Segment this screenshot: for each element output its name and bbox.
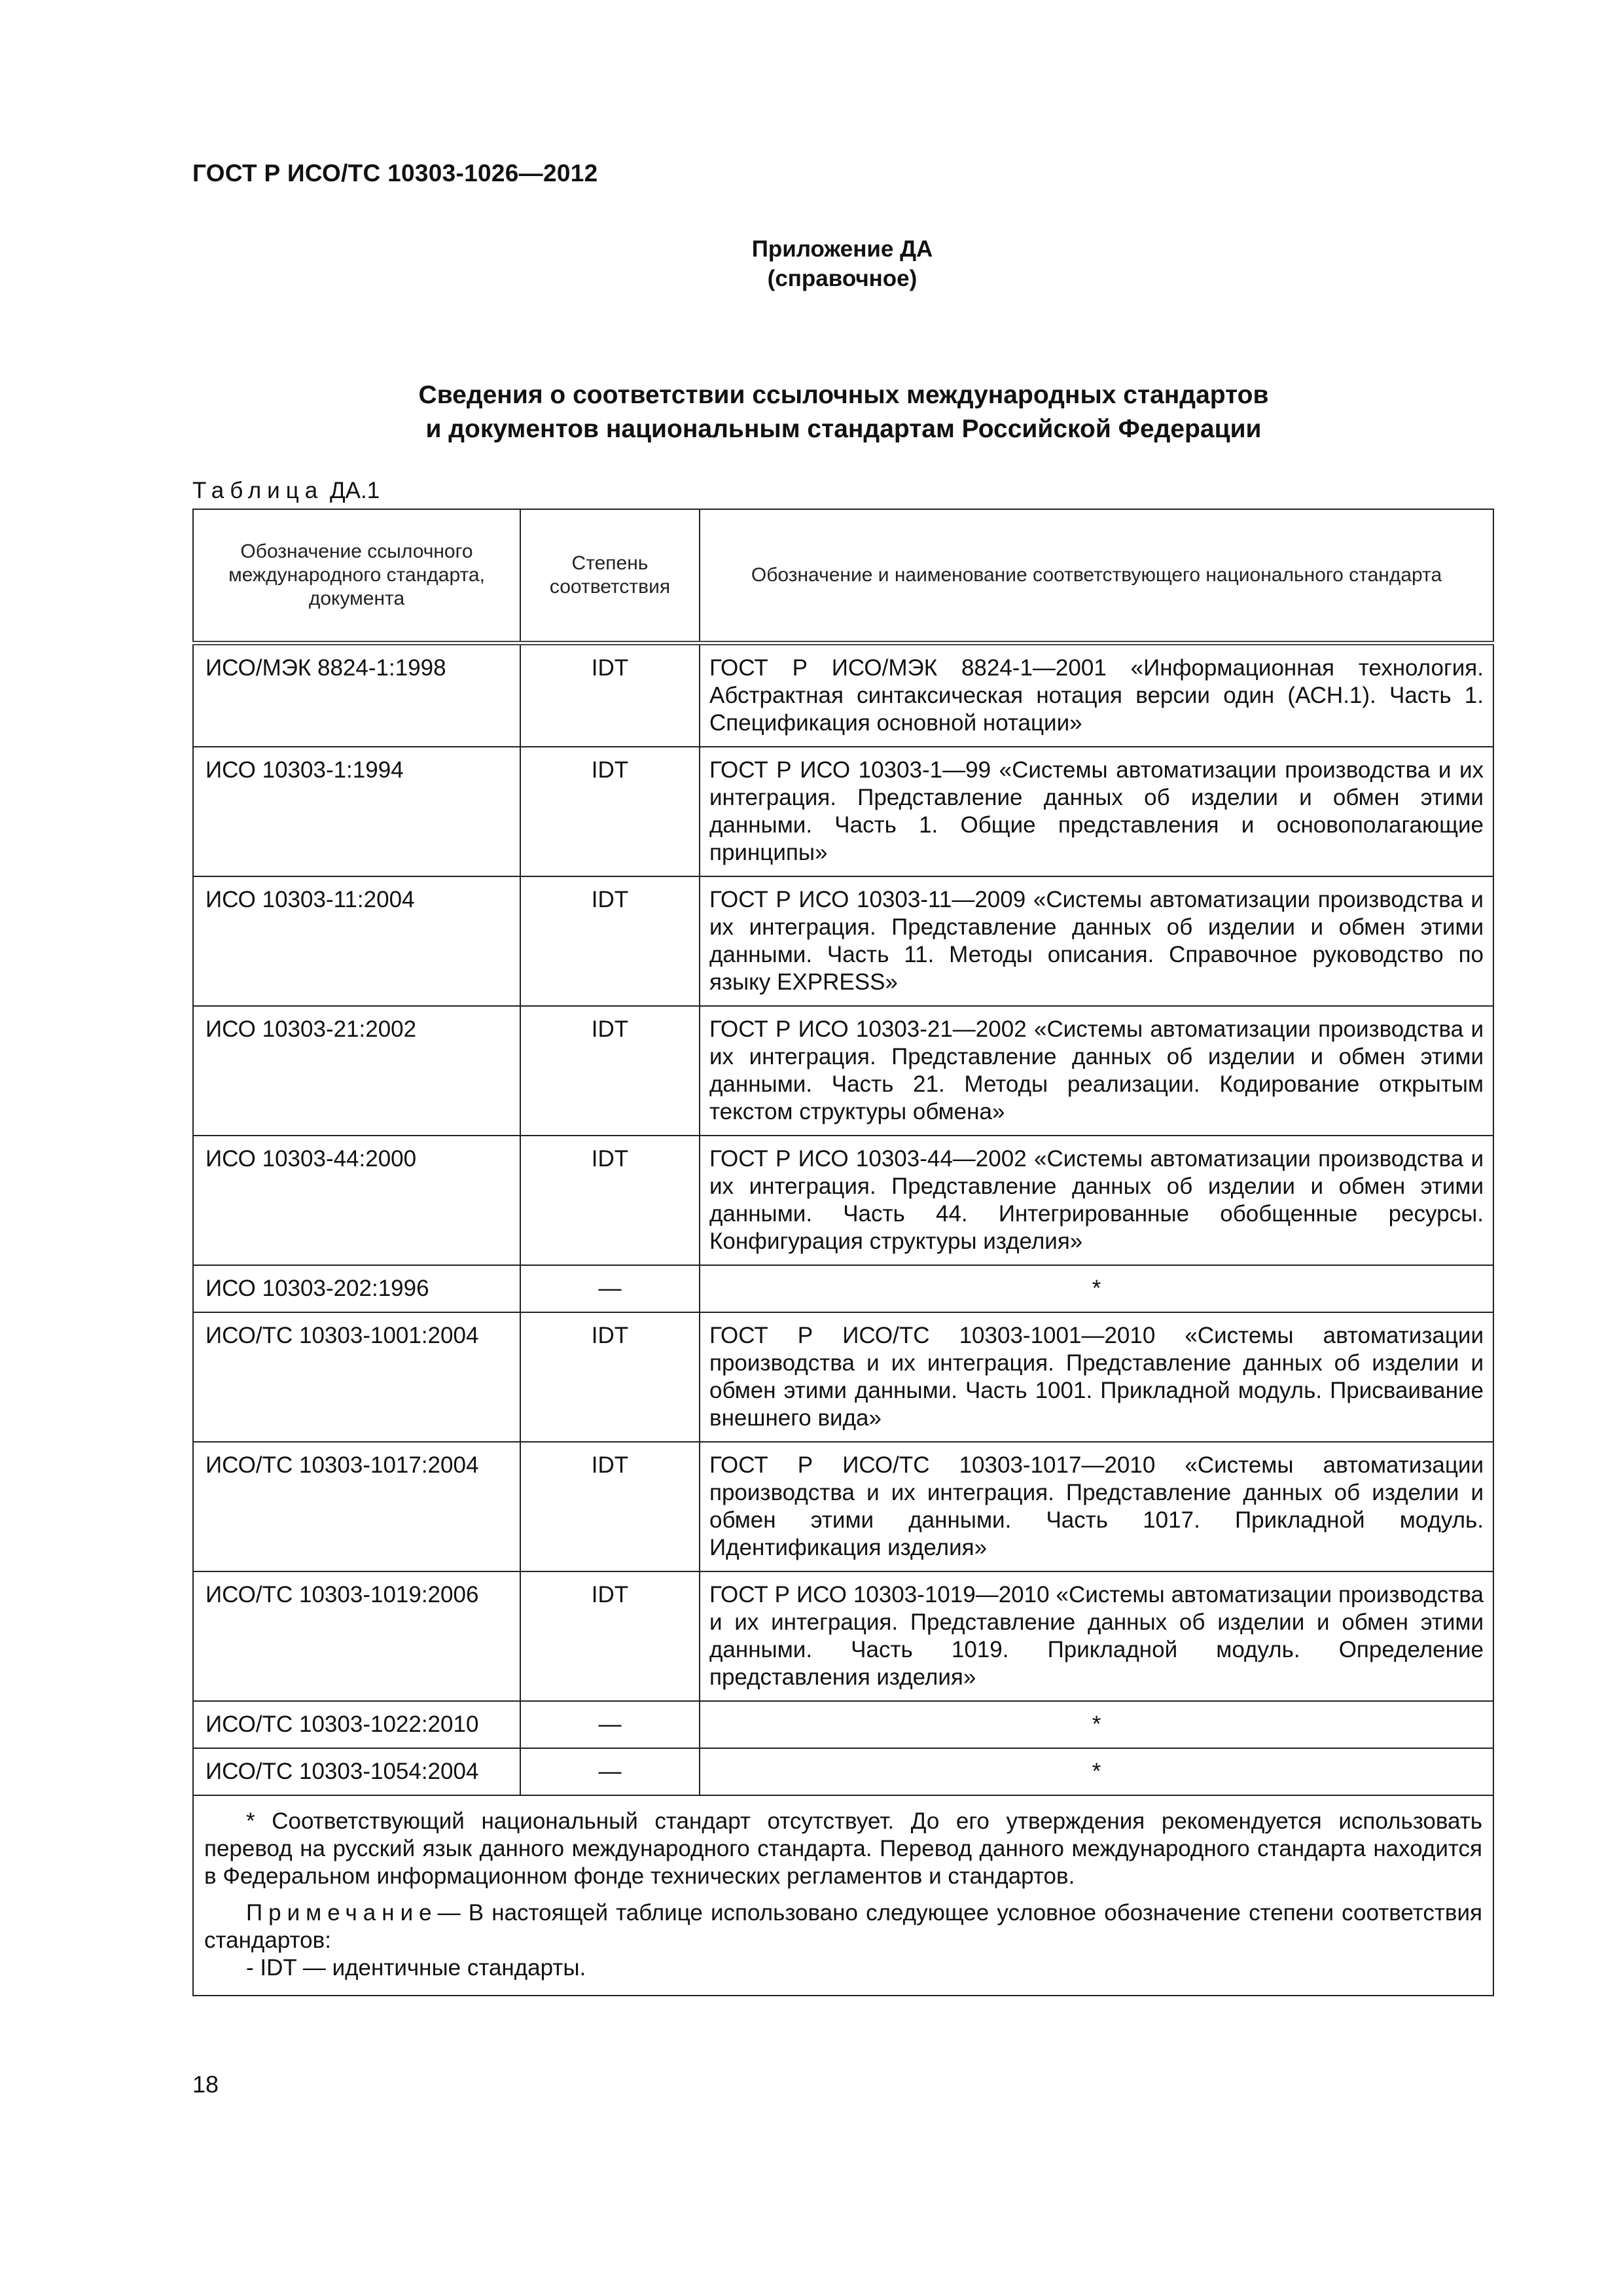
table-row [193, 1006, 1493, 1136]
table-row [193, 1136, 1493, 1265]
reference-standard-cell [193, 643, 520, 747]
reference-standard-cell-text: ИСО/ТС 10303-1022:2010 [205, 1712, 479, 1737]
degree-cell [520, 747, 700, 876]
table-row [193, 1312, 1493, 1442]
national-standard-cell-text: ГОСТ Р ИСО/МЭК 8824-1—2001 «Информационная технология. Абстрактная синтаксическая нотация версии один (АСН.1). Часть 1. Спецификация основной нотации» [709, 655, 1484, 736]
reference-standard-cell-text: ИСО/МЭК 8824-1:1998 [205, 655, 446, 681]
table-row [193, 876, 1493, 1006]
header-reference-standard: Обозначение ссылочного международного стандарта, документа [193, 509, 520, 643]
reference-standard-cell-text: ИСО/ТС 10303-1054:2004 [205, 1759, 479, 1784]
table-notes-row [193, 1795, 1493, 1996]
note-label: Примечание [246, 1900, 438, 1926]
reference-standard-cell-text: ИСО/ТС 10303-1019:2006 [205, 1582, 479, 1607]
reference-standard-cell [193, 747, 520, 876]
degree-cell [520, 1136, 700, 1265]
table-row [193, 1748, 1493, 1795]
reference-standard-cell [193, 1136, 520, 1265]
degree-cell [520, 1442, 700, 1571]
national-standard-cell-text: ГОСТ Р ИСО/ТС 10303-1017—2010 «Системы автоматизации производства и их интеграция. Представление данных об изделии и обмен этими данными. Часть 1017. Прикладной модуль. Идентификация изделия» [709, 1452, 1484, 1560]
reference-standard-cell [193, 1701, 520, 1748]
national-standard-cell-text: ГОСТ Р ИСО 10303-21—2002 «Системы автоматизации производства и их интеграция. Представление данных об изделии и обмен этими данными. Часть 21. Методы реализации. Кодирование открытым текстом структуры обмена» [709, 1016, 1484, 1124]
reference-standard-cell [193, 1265, 520, 1312]
table-notes [193, 1795, 1493, 1996]
reference-standard-cell [193, 1312, 520, 1442]
table-caption-number: ДА.1 [329, 478, 380, 503]
national-standard-cell [700, 876, 1493, 1006]
document-code: ГОСТ Р ИСО/ТС 10303-1026—2012 [192, 160, 598, 187]
reference-standard-cell-text: ИСО 10303-1:1994 [205, 757, 404, 783]
national-standard-cell [700, 1442, 1493, 1571]
table-row [193, 1265, 1493, 1312]
degree-cell-text: — [598, 1712, 622, 1737]
degree-cell [520, 1265, 700, 1312]
national-standard-cell-text: ГОСТ Р ИСО/ТС 10303-1001—2010 «Системы автоматизации производства и их интеграция. Представление данных об изделии и обмен этими данными. Часть 1001. Прикладной модуль. Присваивание внешнего вида» [709, 1323, 1484, 1431]
degree-cell-text: IDT [591, 757, 629, 783]
national-standard-cell [700, 747, 1493, 876]
table-row [193, 643, 1493, 747]
note-text: — В настоящей таблице использовано следующее условное обозначение степени соответствия стандартов: [204, 1900, 1482, 1953]
annex-title: Приложение ДА [751, 236, 933, 262]
reference-standard-cell-text: ИСО/ТС 10303-1001:2004 [205, 1323, 479, 1348]
header-degree: Степень соответствия [520, 509, 700, 643]
reference-standard-cell [193, 1748, 520, 1795]
degree-cell [520, 876, 700, 1006]
degree-cell-text: IDT [591, 1452, 629, 1478]
national-standard-cell [700, 1006, 1493, 1136]
degree-cell-text: IDT [591, 1582, 629, 1607]
reference-standard-cell-text: ИСО 10303-202:1996 [205, 1276, 429, 1301]
degree-cell [520, 643, 700, 747]
section-title-line-1: Сведения о соответствии ссылочных международных стандартов [418, 381, 1269, 409]
degree-cell [520, 1006, 700, 1136]
table-header-row [193, 509, 1493, 643]
degree-cell-text: IDT [591, 1323, 629, 1348]
page-number: 18 [192, 2071, 219, 2098]
national-standard-cell-text: ГОСТ Р ИСО 10303-1019—2010 «Системы автоматизации производства и их интеграция. Представление данных об изделии и обмен этими данными. Часть 1019. Прикладной модуль. Определение представления изделия» [709, 1582, 1484, 1690]
degree-cell-text: IDT [591, 887, 629, 912]
header-national-standard: Обозначение и наименование соответствующего национального стандарта [700, 509, 1493, 643]
national-standard-cell [700, 1312, 1493, 1442]
section-title [192, 378, 1495, 446]
national-standard-cell-text: * [1092, 1759, 1101, 1784]
degree-cell [520, 1701, 700, 1748]
reference-standard-cell-text: ИСО/ТС 10303-1017:2004 [205, 1452, 479, 1478]
table-caption [192, 478, 380, 504]
degree-cell-text: IDT [591, 1146, 629, 1172]
reference-standard-cell [193, 876, 520, 1006]
note-list-item: - IDT — идентичные стандарты. [246, 1955, 586, 1981]
table-caption-word: Таблица [192, 478, 324, 503]
reference-standard-cell-text: ИСО 10303-21:2002 [205, 1016, 417, 1042]
degree-cell-text: — [598, 1276, 622, 1301]
table-row [193, 1442, 1493, 1571]
reference-standard-cell [193, 1571, 520, 1701]
correspondence-table [192, 509, 1493, 1996]
table-row [193, 1571, 1493, 1701]
footnote-text: * Соответствующий национальный стандарт отсутствует. До его утверждения рекомендуется использовать перевод на русский язык данного международного стандарта. Перевод данного международного стандарта находится в Федеральном информационном фонде технических регламентов и стандартов. [204, 1808, 1482, 1889]
national-standard-cell [700, 1571, 1493, 1701]
degree-cell [520, 1312, 700, 1442]
national-standard-cell [700, 1748, 1493, 1795]
national-standard-cell-text: * [1092, 1276, 1101, 1301]
national-standard-cell [700, 1136, 1493, 1265]
degree-cell-text: IDT [591, 1016, 629, 1042]
national-standard-cell [700, 643, 1493, 747]
degree-cell [520, 1748, 700, 1795]
table-row [193, 1701, 1493, 1748]
national-standard-cell [700, 1701, 1493, 1748]
section-title-line-2: и документов национальным стандартам Российской Федерации [425, 415, 1262, 443]
degree-cell-text: — [598, 1759, 622, 1784]
national-standard-cell-text: ГОСТ Р ИСО 10303-11—2009 «Системы автоматизации производства и их интеграция. Представление данных об изделии и обмен этими данными. Часть 11. Методы описания. Справочное руководство по языку EXPRESS» [709, 887, 1484, 995]
table-row [193, 747, 1493, 876]
note-paragraph [204, 1899, 1482, 1954]
national-standard-cell [700, 1265, 1493, 1312]
national-standard-cell-text: ГОСТ Р ИСО 10303-44—2002 «Системы автоматизации производства и их интеграция. Представление данных об изделии и обмен этими данными. Часть 44. Интегрированные обобщенные ресурсы. Конфигурация структуры изделия» [709, 1146, 1484, 1254]
national-standard-cell-text: ГОСТ Р ИСО 10303-1—99 «Системы автоматизации производства и их интеграция. Представление данных об изделии и обмен этими данными. Часть 1. Общие представления и основополагающие принципы» [709, 757, 1484, 865]
degree-cell-text: IDT [591, 655, 629, 681]
degree-cell [520, 1571, 700, 1701]
annex-status: (справочное) [767, 266, 918, 291]
reference-standard-cell [193, 1442, 520, 1571]
reference-standard-cell-text: ИСО 10303-44:2000 [205, 1146, 417, 1172]
national-standard-cell-text: * [1092, 1712, 1101, 1737]
annex-heading [0, 234, 1623, 293]
reference-standard-cell [193, 1006, 520, 1136]
reference-standard-cell-text: ИСО 10303-11:2004 [205, 887, 415, 912]
